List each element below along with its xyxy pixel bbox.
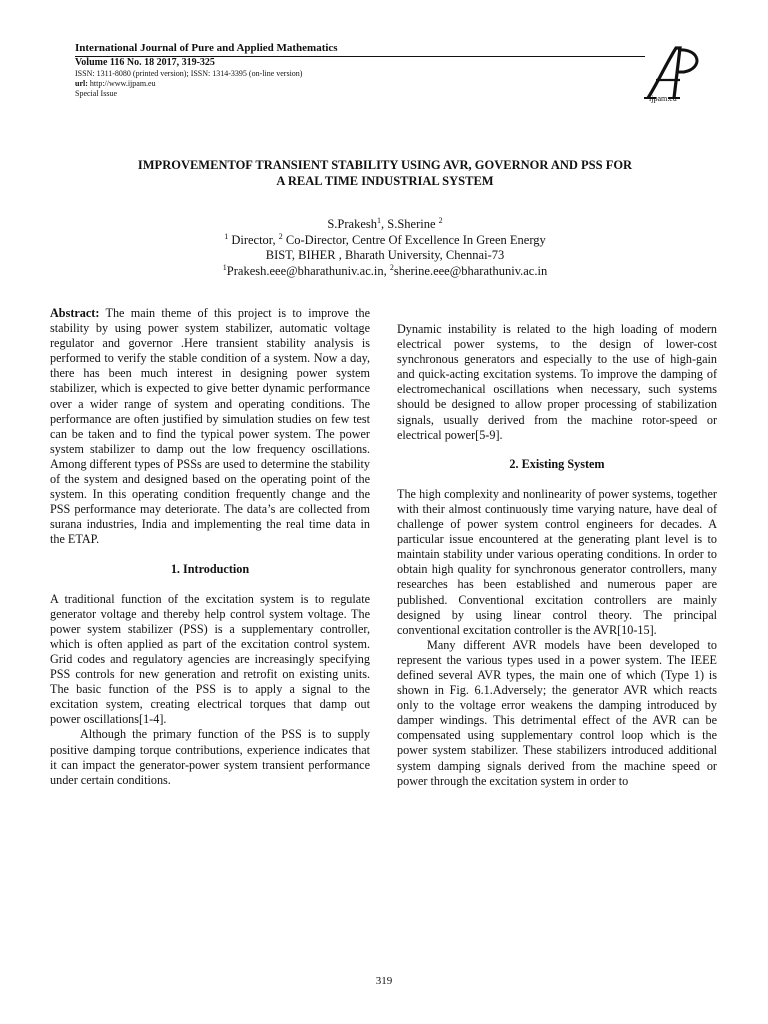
intro-paragraph-1: A traditional function of the excitation system is to regulate generator voltage and thereby help control system voltage. The power system stabilizer (PSS) is a supplementary controller, which is often applied as part of the excitation control system. Grid codes and regulatory agencies are increasingly specifying PSS controls for new generation and retrofit on existing units. The basic function of the PSS is to apply a signal to the excitation system, creating electrical torques that damp out power oscillations[1-4]. — [50, 591, 370, 727]
volume-line: Volume 116 No. 18 2017, 319-325 — [75, 57, 215, 68]
paper-title — [75, 157, 695, 189]
right-paragraph-3: Many different AVR models have been developed to represent the various types used in a power system. The IEEE defined several AVR types, the main one of which (Type 1) is shown in Fig. 6.1.Adversely; the generator AVR which reacts only to the voltage error weakens the damping introduced by damper windings. This detrimental effect of the AVR can be compensated using supplementary control loop which is the power system stabilizer. These stabilizers introduced additional system damping signals derived from the machine speed or power through the excitation system in order to — [397, 637, 717, 788]
journal-header — [75, 42, 695, 99]
abstract-paragraph — [50, 306, 370, 548]
email-2[interactable]: sherine.eee@bharathuniv.ac.in — [393, 263, 548, 278]
author-names — [75, 217, 695, 233]
journal-name: International Journal of Pure and Applied Mathematics — [75, 42, 338, 54]
email-sup-1: 1 — [222, 262, 227, 272]
section-heading-existing-system: 2. Existing System — [509, 456, 605, 471]
aff-sup-2: 2 — [278, 231, 283, 241]
issn-line: ISSN: 1311-8080 (printed version); ISSN: 1314-3395 (on-line version) — [75, 69, 303, 78]
intro-paragraph-2: Although the primary function of the PSS is to supply positive damping torque contributions, experience indicates that it can impact the generator-power system transient performance under certain conditions. — [50, 727, 370, 787]
abstract-text: The main theme of this project is to improve the stability by using power system stabilizer, automatic voltage regulator and governor .Here transient stability analysis is performed to verify the stable condition of a system. Now a day, there has been much interest in designing power system stabilizer, which is expected to give better dynamic performance over a wider range of system and operating conditions. The performance are often justified by simulation studies on few test can be taken and to find the typical power system. The power system stabilizer to damp out the low frequency oscillations. Among different types of PSSs are used to determine the stability of the system and designed based on the operating point of the system. In this operating condition frequently change and the PSS performance may deteriorate. The data’s are collected from surana industries, India and implementing the real time data in the ETAP. — [50, 306, 370, 547]
url-label: url: — [75, 79, 88, 88]
author-separator: , S.Sherine — [381, 217, 439, 231]
aff-sup-1: 1 — [224, 231, 229, 241]
author-1: S.Prakesh — [327, 217, 377, 231]
aff-part-1: Director, — [228, 232, 279, 247]
right-paragraph-2: The high complexity and nonlinearity of power systems, together with their almost continuously time varying nature, have deal of challenge of power system control engineers for decades. A particular issue encountered at the generating plant level is to maintain stability under various operating conditions. In order to obtain high quality for synchronous generator controllers, many researches has been established and numerous paper are published. Conventional excitation controllers are mainly designed by using linear control theory. The principal conventional excitation controller is the AVR[10-15]. — [397, 486, 717, 637]
abstract-label: Abstract: — [50, 306, 100, 320]
right-column — [397, 322, 717, 789]
author-1-sup: 1 — [377, 215, 381, 225]
aff-part-2: Co-Director, Centre Of Excellence In Green Energy — [282, 232, 546, 247]
affiliation-line-2: BIST, BIHER , Bharath University, Chennai-73 — [265, 248, 505, 262]
author-block — [75, 217, 695, 279]
email-1[interactable]: Prakesh.eee@bharathuniv.ac.in, — [226, 263, 390, 278]
special-issue-label: Special Issue — [75, 89, 117, 98]
email-sup-2: 2 — [389, 262, 394, 272]
header-rule — [75, 56, 645, 57]
logo-site-text: ijpam.eu — [649, 94, 677, 103]
title-line-2: A REAL TIME INDUSTRIAL SYSTEM — [276, 174, 494, 188]
right-paragraph-1: Dynamic instability is related to the high loading of modern electrical power systems, to the design of lower-cost synchronous generators and especially to the use of high-gain and quick-acting excitation systems. To improve the damping of electromechanical oscillations when necessary, such systems should be designed to allow proper processing of stabilization signals, usually derived from the machine rotor-speed or electrical power[5-9]. — [397, 322, 717, 442]
author-2-sup: 2 — [438, 215, 443, 225]
left-column — [50, 306, 370, 788]
page-number: 319 — [375, 975, 393, 987]
url-line — [75, 79, 695, 89]
url-link[interactable]: http://www.ijpam.eu — [87, 79, 156, 88]
email-line — [75, 264, 695, 280]
affiliation-line-1 — [75, 233, 695, 249]
section-heading-introduction: 1. Introduction — [170, 561, 250, 576]
title-line-1: IMPROVEMENTOF TRANSIENT STABILITY USING AVR, GOVERNOR AND PSS FOR — [137, 158, 633, 172]
